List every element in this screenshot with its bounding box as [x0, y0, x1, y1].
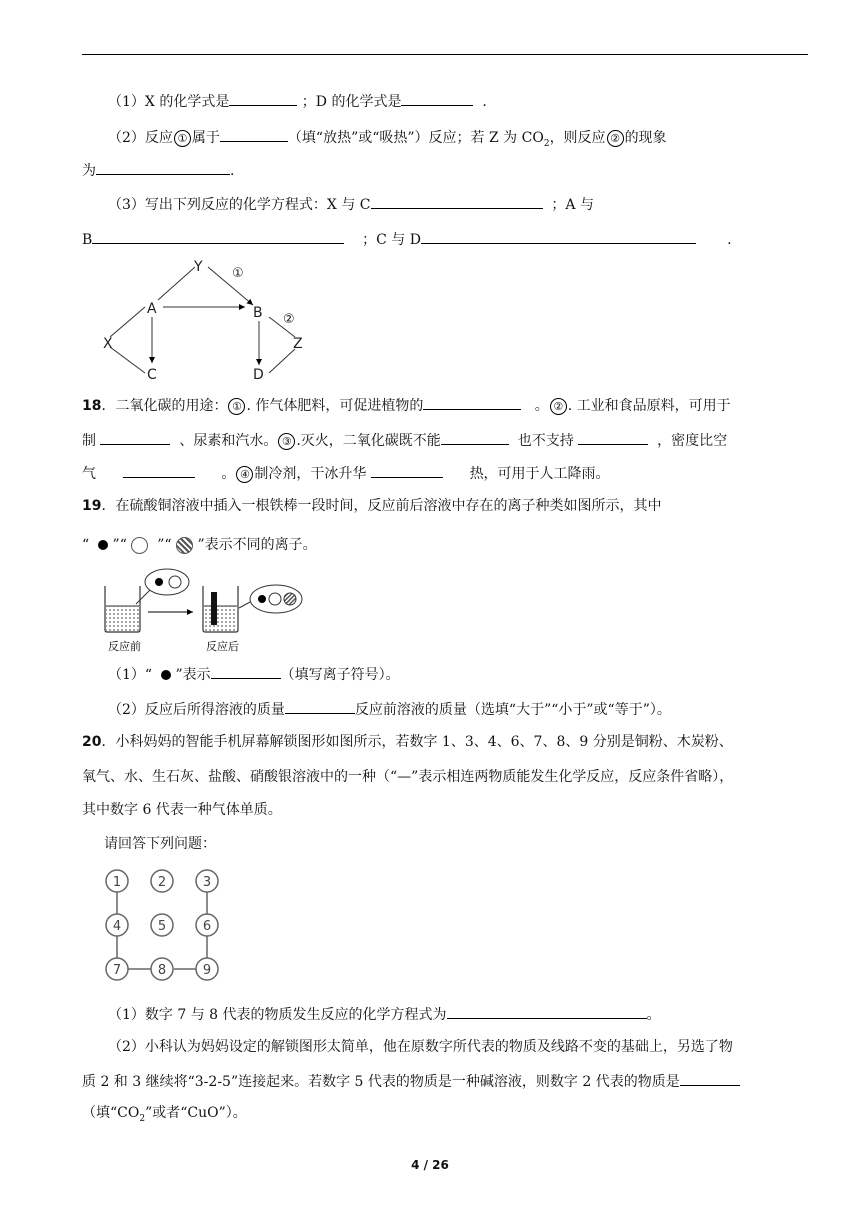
- pattern-node-label: 2: [157, 875, 167, 890]
- q18-text: 。: [221, 466, 236, 482]
- answer-blank[interactable]: [285, 698, 355, 714]
- q19-text: ”“: [112, 537, 127, 553]
- q19-text: ”表示: [175, 667, 211, 683]
- answer-blank[interactable]: [578, 429, 648, 445]
- q17-p1-end: .: [482, 94, 487, 110]
- answer-blank[interactable]: [423, 394, 521, 410]
- question-number: 20: [82, 734, 102, 750]
- q17-p1-text: （1）X 的化学式是: [108, 94, 230, 110]
- q17-part2: [108, 126, 667, 154]
- q18-text: ．二氧化碳的用途：: [101, 398, 228, 414]
- circled-number: ④: [236, 466, 253, 483]
- q20-text: 请回答下列问题：: [104, 836, 216, 852]
- answer-blank[interactable]: [680, 1070, 740, 1086]
- q20-text: （填“CO: [82, 1105, 140, 1121]
- q20-text: （1）数字 7 与 8 代表的物质发生反应的化学方程式为: [108, 1007, 447, 1023]
- q17-p2-end: .: [230, 163, 235, 179]
- circled-number: ③: [278, 433, 295, 450]
- q18-text: 制冷剂，干冰升华: [254, 466, 367, 482]
- q17-p3-text: ；C 与 D: [362, 232, 421, 248]
- q17-part2-cont: [82, 159, 234, 181]
- q20-unlock-pattern: [100, 866, 225, 986]
- q19-text: “: [82, 537, 90, 553]
- q20-line1: [82, 732, 733, 752]
- node-Y: Y: [194, 259, 203, 275]
- reaction-2-label: ②: [283, 312, 295, 327]
- q18-text: 。: [534, 398, 549, 414]
- node-Z: Z: [293, 336, 303, 352]
- subscript: 2: [139, 1113, 146, 1124]
- circled-number: ②: [607, 130, 624, 147]
- answer-blank[interactable]: [96, 159, 230, 175]
- q20-part1: [108, 1003, 661, 1025]
- q18-text: 气: [82, 466, 96, 482]
- q19-part1: [108, 663, 400, 685]
- answer-blank[interactable]: [447, 1003, 647, 1019]
- q19-line1: [82, 496, 661, 516]
- q18-text: 也不支持: [517, 433, 574, 449]
- pattern-node-label: 9: [202, 963, 212, 978]
- question-number: 18: [82, 398, 102, 414]
- q17-p3-text: （3）写出下列反应的化学方程式：X 与 C: [108, 197, 371, 213]
- q17-p3-text: ；A 与: [551, 197, 594, 213]
- ion-bubble-before: [145, 569, 189, 595]
- q17-reaction-diagram: [95, 255, 315, 385]
- q18-text: 制: [82, 433, 96, 449]
- q17-p3-end: .: [727, 232, 732, 248]
- node-B: B: [253, 305, 263, 321]
- beaker-after-icon: [203, 586, 238, 632]
- q20-part2-line2: [82, 1070, 740, 1092]
- q17-part3-cont: [82, 228, 732, 250]
- answer-blank[interactable]: [371, 193, 543, 209]
- q19-text: （1）“: [108, 667, 153, 683]
- q18-text: .灭火，二氧化碳既不能: [296, 433, 441, 449]
- q20-line4: [104, 834, 216, 854]
- pattern-node-label: 8: [157, 963, 167, 978]
- answer-blank[interactable]: [211, 663, 281, 679]
- q18-line3: [82, 462, 610, 484]
- q17-p2-text: （填“放热”或“吸热”）反应；若 Z 为 CO: [287, 130, 544, 146]
- answer-blank[interactable]: [421, 228, 696, 244]
- answer-blank[interactable]: [123, 462, 195, 478]
- q17-p2-text: 为: [82, 163, 96, 179]
- q20-part2-line1: [108, 1037, 733, 1057]
- node-C: C: [147, 367, 157, 383]
- node-A: A: [147, 301, 157, 317]
- q18-text: . 工业和食品原料，可用于: [567, 398, 731, 414]
- q18-text: ，密度比空: [657, 433, 728, 449]
- label-after: 反应后: [206, 640, 239, 653]
- q19-text: ”“: [157, 537, 172, 553]
- header-rule: [82, 54, 808, 55]
- answer-blank[interactable]: [229, 90, 297, 106]
- pattern-node-label: 6: [202, 919, 212, 934]
- white-ion-icon: [131, 537, 148, 554]
- answer-blank[interactable]: [441, 429, 509, 445]
- q18-text: 热，可用于人工降雨。: [469, 466, 610, 482]
- q20-text: ”或者“CuO”）。: [145, 1105, 247, 1121]
- q20-part2-line3: [82, 1103, 247, 1129]
- q19-text: ”表示不同的离子。: [197, 537, 317, 553]
- q17-p2-text: （2）反应: [108, 130, 173, 146]
- q19-text: ．在硫酸铜溶液中插入一根铁棒一段时间，反应前后溶液中存在的离子种类如图所示，其中: [101, 498, 662, 514]
- q17-p2-text: 属于: [191, 130, 220, 146]
- pattern-node-label: 4: [112, 919, 122, 934]
- answer-blank[interactable]: [371, 462, 443, 478]
- q20-text: 氧气、水、生石灰、盐酸、硝酸银溶液中的一种（“—”表示相连两物质能发生化学反应，反应条件省略），: [82, 769, 734, 785]
- node-D: D: [253, 367, 264, 383]
- q19-text: 反应前溶液的质量（选填“大于”“小于”或“等于”）。: [354, 702, 671, 718]
- q17-p1-text2: ；D 的化学式是: [301, 94, 402, 110]
- q17-part3: [108, 193, 594, 215]
- q17-p2-text: ，则反应: [549, 130, 606, 146]
- q18-line2: [82, 429, 727, 451]
- reaction-1-label: ①: [232, 266, 244, 281]
- q19-beaker-diagram: [100, 568, 335, 654]
- q19-text: （填写离子符号）。: [280, 667, 400, 683]
- q20-text: 。: [646, 1007, 661, 1023]
- q19-part2: [108, 698, 671, 720]
- node-X: X: [103, 336, 113, 352]
- circled-number: ①: [174, 130, 191, 147]
- q20-text: 其中数字 6 代表一种气体单质。: [82, 802, 282, 818]
- q19-text: （2）反应后所得溶液的质量: [108, 702, 285, 718]
- q17-p2-text: 的现象: [624, 130, 667, 146]
- q17-p3-text: B: [82, 232, 93, 248]
- answer-blank[interactable]: [220, 126, 288, 142]
- q20-line2: [82, 767, 733, 787]
- hatched-ion-icon: [176, 537, 193, 554]
- q20-line3: [82, 800, 282, 820]
- q18-text: 、尿素和汽水。: [179, 433, 278, 449]
- black-ion-icon: [98, 540, 108, 550]
- circled-number: ②: [550, 398, 567, 415]
- answer-blank[interactable]: [401, 90, 473, 106]
- subscript: 2: [543, 138, 550, 149]
- pattern-node-label: 5: [157, 919, 167, 934]
- circled-number: ①: [228, 398, 245, 415]
- q20-text: （2）小科认为妈妈设定的解锁图形太简单，他在原数字所代表的物质及线路不变的基础上，另选了物: [108, 1039, 733, 1055]
- answer-blank[interactable]: [100, 429, 170, 445]
- page-number: 4 / 26: [411, 1158, 449, 1172]
- q17-part1: [108, 90, 487, 112]
- q18-line1: [82, 394, 731, 416]
- pattern-node-label: 3: [202, 875, 212, 890]
- q20-text: 质 2 和 3 继续将“3-2-5”连接起来。若数字 5 代表的物质是一种碱溶液，则数字 2 代表的物质是: [82, 1074, 680, 1090]
- question-number: 19: [82, 498, 102, 514]
- black-ion-icon: [161, 670, 171, 680]
- pattern-node-label: 7: [112, 963, 122, 978]
- label-before: 反应前: [108, 640, 141, 653]
- pattern-node-label: 1: [112, 875, 122, 890]
- q18-text: . 作气体肥料，可促进植物的: [246, 398, 424, 414]
- q19-line2: [82, 535, 317, 555]
- beaker-before-icon: [105, 586, 140, 632]
- q20-text: ．小科妈妈的智能手机屏幕解锁图形如图所示，若数字 1、3、4、6、7、8、9 分别是铜粉、木炭粉、: [101, 734, 733, 750]
- answer-blank[interactable]: [92, 228, 344, 244]
